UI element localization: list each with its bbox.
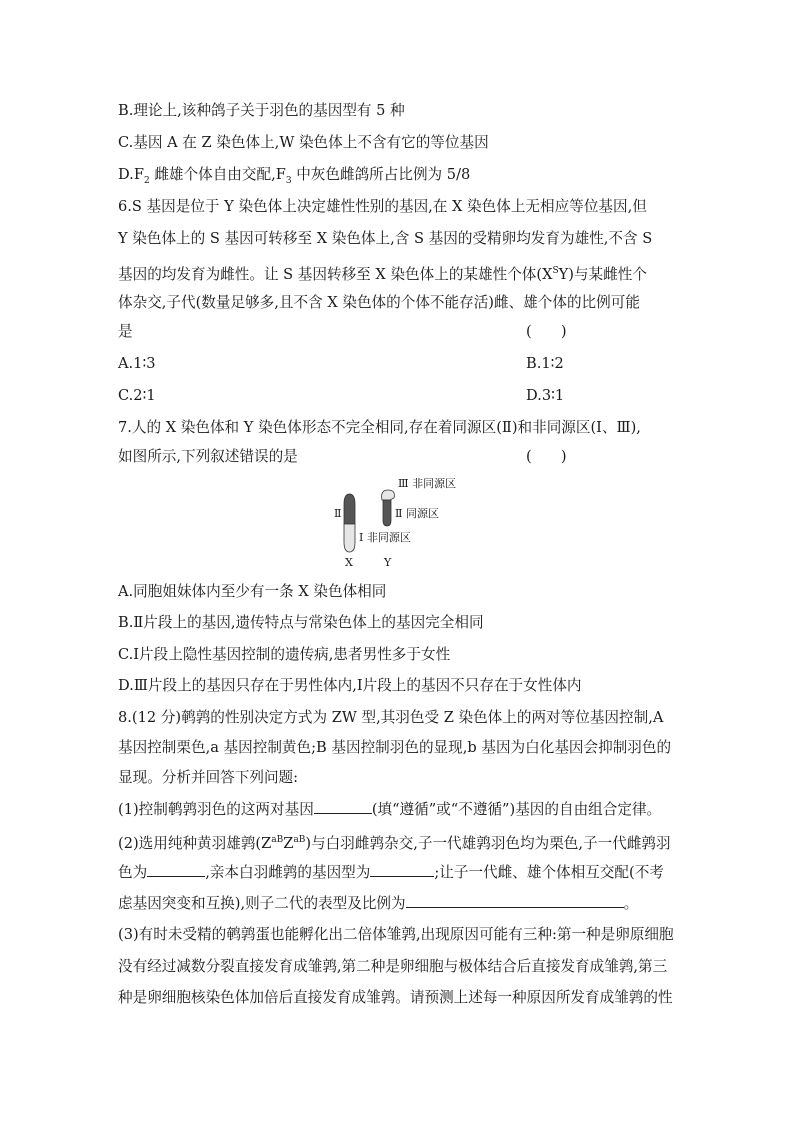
q6-line-3-text: 基因的均发育为雌性。让 S 基因转移至 X 染色体上的某雄性个体(X — [118, 265, 553, 283]
q8-sup-1: aB — [271, 835, 284, 845]
q8-part3-line2: 没有经过减数分裂直接发育成雏鹑,第二种是卵细胞与极体结合后直接发育成雏鹑,第三 — [118, 958, 668, 975]
q7-line-1: 7.人的 X 染色体和 Y 染色体形态不完全相同,存在着同源区(Ⅱ)和非同源区(Ⅰ、Ⅲ), — [118, 419, 641, 436]
q8-blank-1[interactable] — [314, 799, 372, 814]
d-text-1: D.F — [118, 166, 144, 183]
q8-part2-a: (2)选用纯种黄羽雄鹑(Z — [118, 834, 272, 852]
q8-sup-2: aB — [293, 835, 306, 845]
q8-part1-pre: (1)控制鹌鹑羽色的这两对基因 — [118, 801, 314, 818]
option-d-q5 — [118, 165, 698, 191]
x-region-i — [344, 524, 355, 552]
q6-line-2: Y 染色体上的 S 基因可转移至 X 染色体上,含 S 基因的受精卵均发育为雄性,不含 S — [118, 230, 653, 247]
q8-line-1: 8.(12 分)鹌鹑的性别决定方式为 ZW 型,其羽色受 Z 染色体上的两对等位基因控制,A — [118, 709, 664, 726]
q6-option-b: B.1∶2 — [526, 355, 564, 372]
q8-part2-l3-text: 虑基因突变和互换),则子二代的表型及比例为 — [118, 895, 406, 912]
d-sub-1: 2 — [143, 175, 150, 186]
label-iii-nonhomologous: Ⅲ 非同源区 — [398, 477, 457, 490]
q8-part1-post: (填“遵循”或“不遵循”)基因的自由组合定律。 — [371, 801, 662, 818]
q8-part2-b: Z — [283, 834, 294, 852]
label-ii-homologous: Ⅱ 同源区 — [395, 507, 439, 520]
q7-option-d: D.Ⅲ片段上的基因只存在于男性体内,Ⅰ片段上的基因不只存在于女性体内 — [118, 677, 582, 694]
q6-line-4: 体杂交,子代(数量足够多,且不含 X 染色体的个体不能存活)雌、雄个体的比例可能 — [118, 294, 640, 311]
y-region-ii — [383, 500, 391, 526]
q8-blank-4[interactable] — [406, 893, 624, 908]
q6-option-c: C.2∶1 — [118, 387, 156, 404]
x-region-ii — [344, 494, 355, 524]
q8-part2-line3 — [118, 893, 698, 914]
q8-part3-line3: 种是卵细胞核染色体加倍后直接发育成雏鹑。请预测上述每一种原因所发育成雏鹑的性 — [118, 989, 673, 1006]
q8-part2-l2-mid: ,亲本白羽雌鹑的基因型为 — [205, 864, 371, 881]
label-x: X — [345, 556, 353, 569]
q8-part2-line1 — [118, 830, 698, 854]
q8-part3-line1: (3)有时未受精的鹌鹑蛋也能孵化出二倍体雏鹑,出现原因可能有三种:第一种是卵原细胞 — [118, 926, 674, 943]
q8-part2-line2 — [118, 862, 698, 883]
option-b-q5: B.理论上,该种鸽子关于羽色的基因型有 5 种 — [118, 102, 405, 119]
q8-part2-l2-pre: 色为 — [118, 864, 148, 881]
q6-line-3 — [118, 261, 698, 285]
q8-blank-3[interactable] — [370, 862, 434, 877]
d-sub-2: 3 — [285, 175, 292, 186]
q8-part2-l3-end: 。 — [623, 895, 639, 912]
q8-part1 — [118, 799, 698, 820]
q8-line-2: 基因控制栗色,a 基因控制黄色;B 基因控制羽色的显现,b 基因为白化基因会抑制羽色的 — [118, 739, 672, 756]
chromosome-diagram — [330, 476, 480, 572]
label-y: Y — [384, 556, 392, 569]
q8-blank-2[interactable] — [147, 862, 205, 877]
label-ii-left: Ⅱ — [334, 507, 342, 520]
q8-line-3: 显现。分析并回答下列问题: — [118, 769, 299, 786]
y-chromosome — [382, 490, 395, 526]
d-text-2: 雌雄个体自由交配,F — [149, 166, 286, 183]
q7-option-a: A.同胞姐妹体内至少有一条 X 染色体相同 — [118, 583, 387, 600]
q6-option-a: A.1∶3 — [118, 355, 156, 372]
option-c-q5: C.基因 A 在 Z 染色体上,W 染色体上不含有它的等位基因 — [118, 134, 489, 151]
q8-part2-c: )与白羽雌鹑杂交,子一代雄鹑羽色均为栗色,子一代雌鹑羽 — [305, 834, 671, 852]
q6-option-d: D.3∶1 — [526, 387, 565, 404]
q7-line-2: 如图所示,下列叙述错误的是 — [118, 448, 298, 465]
label-i-nonhomologous: Ⅰ 非同源区 — [359, 531, 411, 544]
q7-option-c: C.Ⅰ片段上隐性基因控制的遗传病,患者男性多于女性 — [118, 646, 451, 663]
q6-line-1: 6.S 基因是位于 Y 染色体上决定雄性性别的基因,在 X 染色体上无相应等位基因,但 — [118, 198, 647, 215]
q6-line-5: 是 — [118, 323, 133, 340]
q8-part2-l2-post: ;让子一代雌、雄个体相互交配(不考 — [434, 864, 664, 881]
q7-option-b: B.Ⅱ片段上的基因,遗传特点与常染色体上的基因完全相同 — [118, 614, 484, 631]
q6-answer-paren: ( ) — [526, 323, 567, 340]
q6-sup-s: S — [552, 266, 559, 276]
y-region-iii — [382, 490, 395, 500]
q6-line-3-tail: Y)与某雌性个 — [558, 265, 647, 283]
q7-answer-paren: ( ) — [526, 448, 567, 465]
d-text-3: 中灰色雌鸽所占比例为 5/8 — [291, 166, 471, 183]
x-chromosome — [344, 494, 355, 552]
